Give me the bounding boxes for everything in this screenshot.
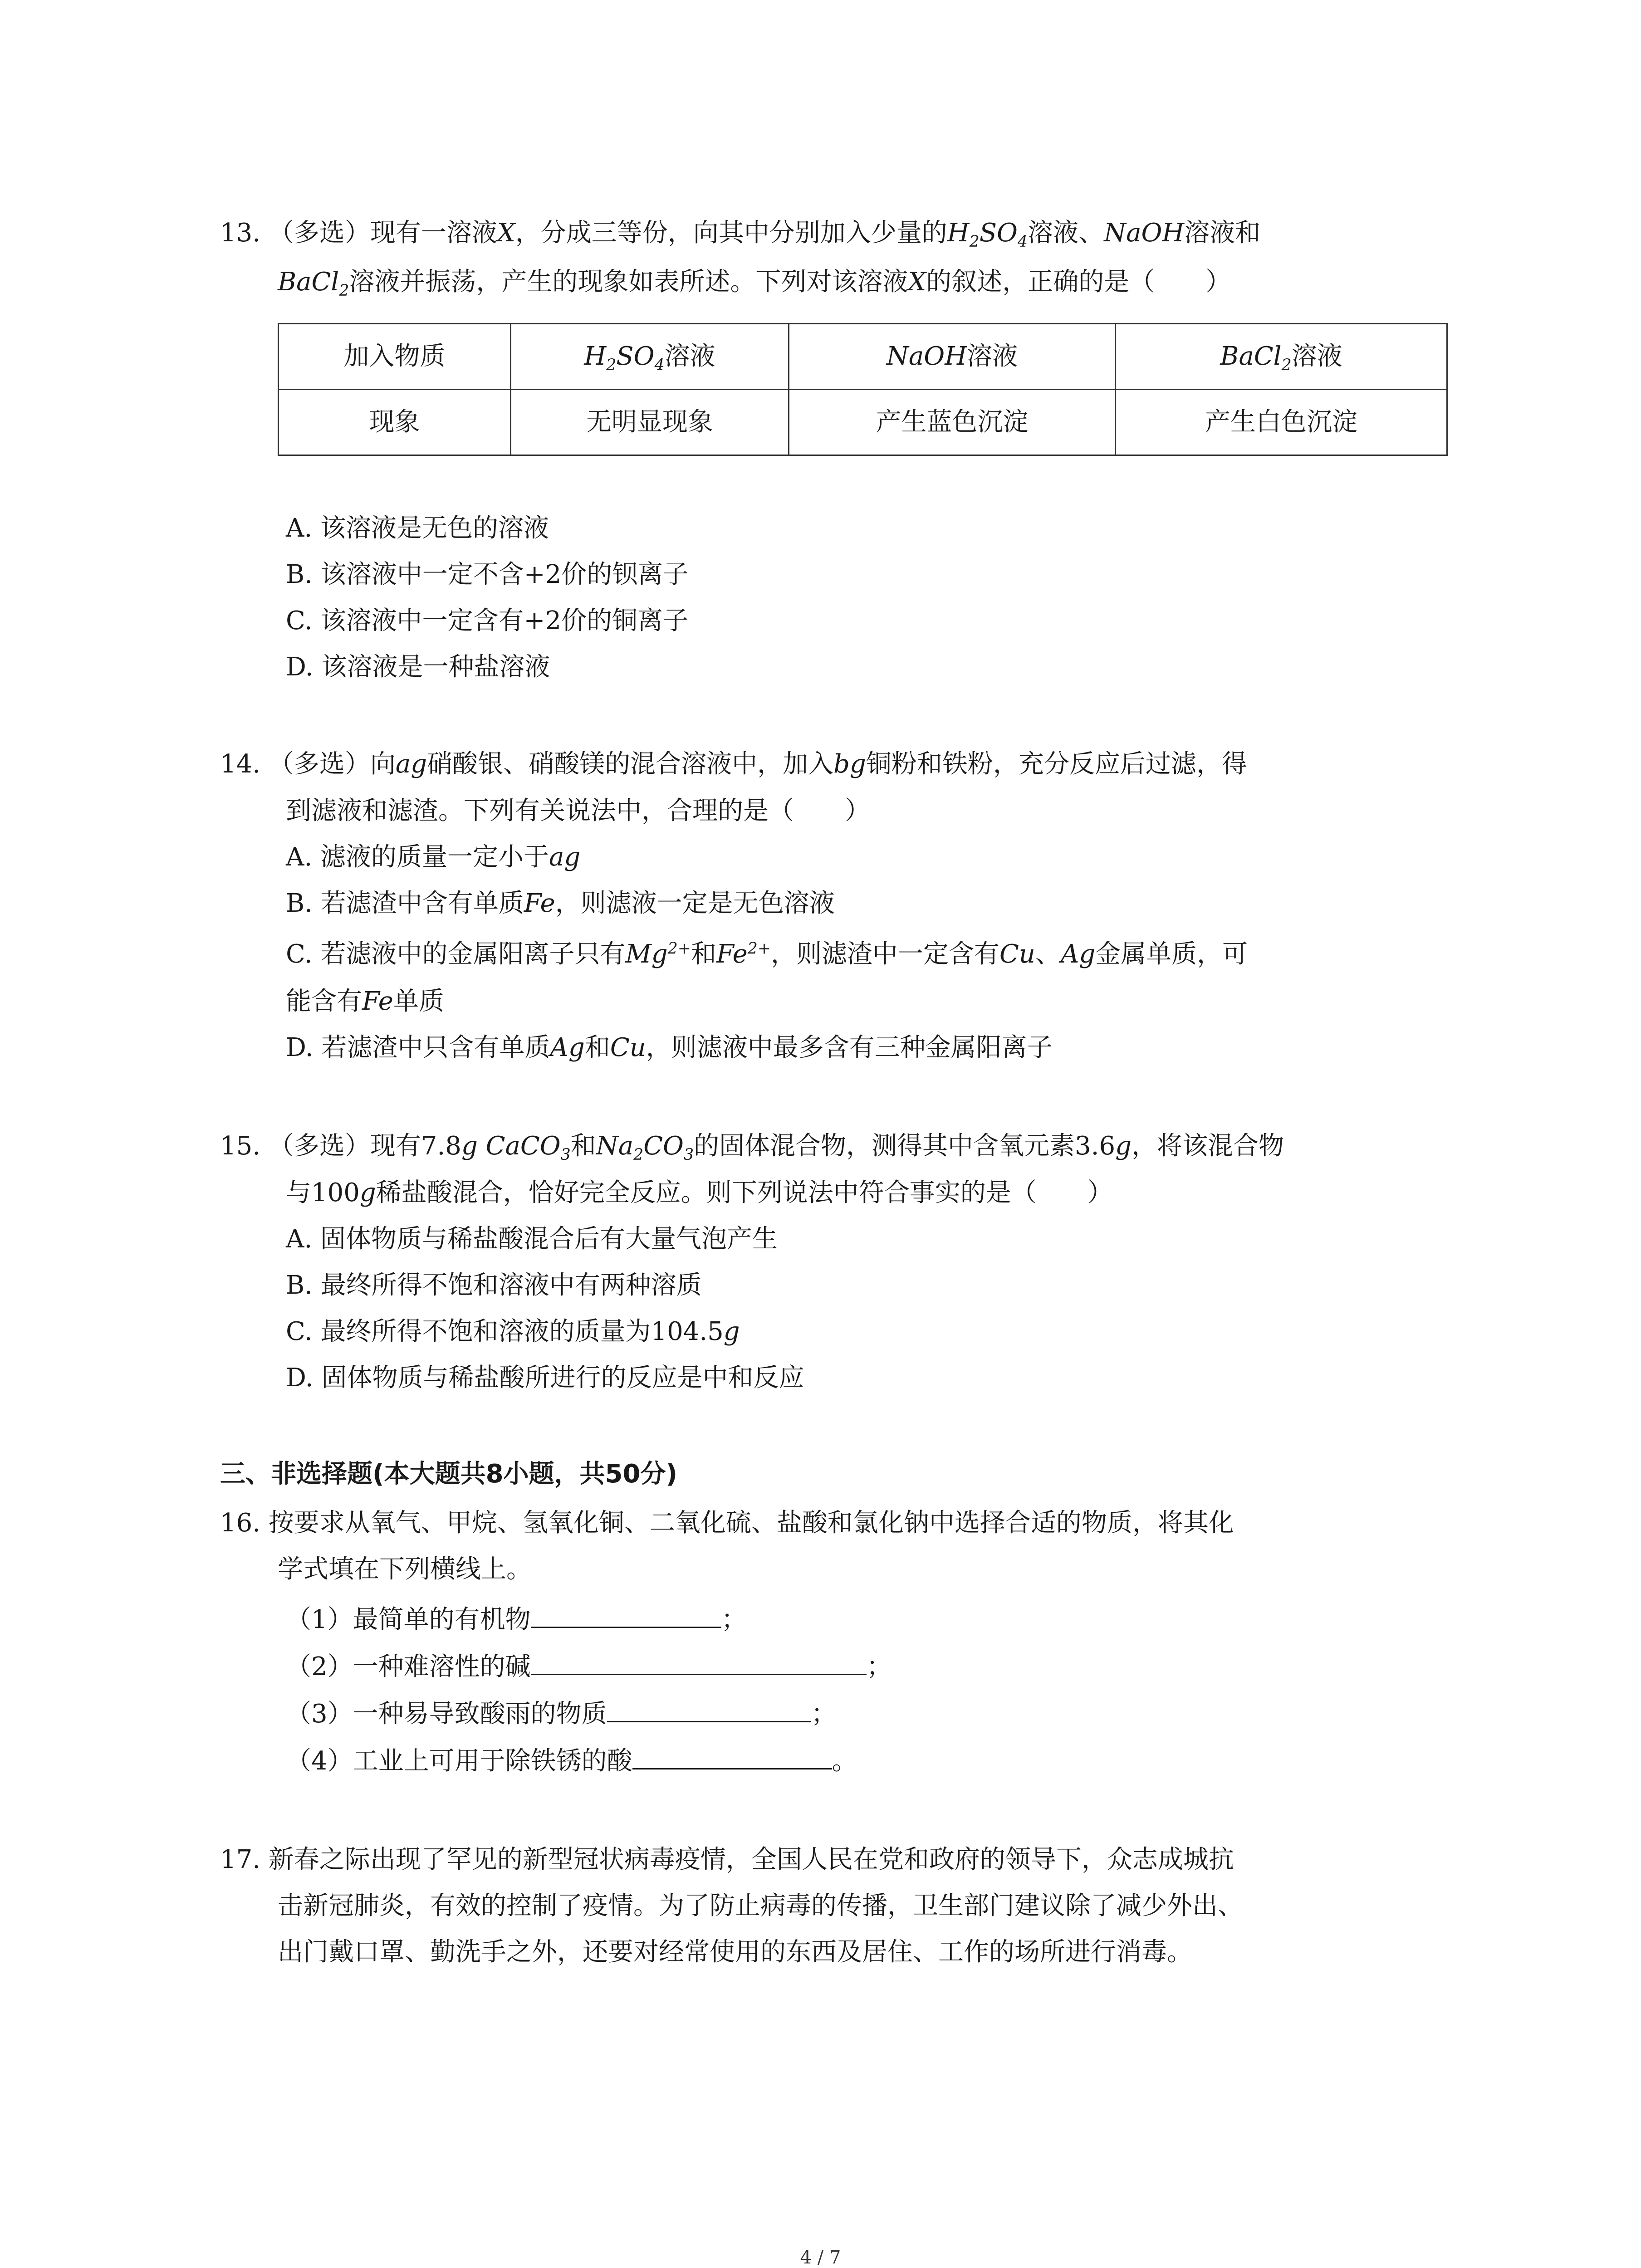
q14-option-c: C. 若滤液中的金属阳离子只有$Mg^{2+}$和$Fe^{2+}$，则滤渣中一定含有Cu、Ag金属单质，可 (286, 939, 1248, 969)
table-cell: 加入物质 (279, 324, 511, 390)
q15-option-a: A. 固体物质与稀盐酸混合后有大量气泡产生 (286, 1224, 778, 1254)
formula-h2so4: $H_2SO_4$ (947, 218, 1028, 251)
q14-line-2: 到滤液和滤渣。下列有关说法中，合理的是（ ） (286, 796, 870, 826)
q13-line-1: 13. （多选）现有一溶液X，分成三等份，向其中分别加入少量的$H_2SO_4$溶液、NaOH溶液和 (220, 218, 1261, 251)
table-cell: $H_2SO_4$溶液 (511, 324, 789, 390)
q16-item-2: （2）一种难溶性的碱 ； (286, 1647, 892, 1685)
q14-number: 14. (220, 749, 261, 779)
q15-number: 15. (220, 1131, 261, 1161)
table-cell: 产生蓝色沉淀 (789, 390, 1116, 455)
formula-x: X (908, 267, 926, 297)
formula-naoh: NaOH (1104, 218, 1185, 248)
q13-table (278, 323, 1448, 456)
answer-blank[interactable] (531, 1599, 721, 1628)
answer-blank[interactable] (632, 1741, 832, 1769)
q16-item-1: （1）最简单的有机物 ； (286, 1599, 747, 1638)
q15-option-d: D. 固体物质与稀盐酸所进行的反应是中和反应 (286, 1363, 804, 1393)
table-cell: BaCl$_2$溶液 (1116, 324, 1447, 390)
q14-option-c-cont: 能含有Fe单质 (286, 987, 444, 1016)
q15-option-b: B. 最终所得不饱和溶液中有两种溶质 (286, 1271, 702, 1300)
q13-tag: （多选） (268, 218, 370, 248)
q14-line-1: 14. （多选）向ag硝酸银、硝酸镁的混合溶液中，加入bg铜粉和铁粉，充分反应后过滤，得 (220, 749, 1247, 779)
formula-x: X (497, 218, 515, 248)
table-cell: 现象 (279, 390, 511, 455)
q13-option-d: D. 该溶液是一种盐溶液 (286, 652, 550, 682)
q16-number: 16. (220, 1508, 261, 1538)
q16-line-1: 16. 按要求从氧气、甲烷、氢氧化铜、二氧化硫、盐酸和氯化钠中选择合适的物质，将其化 (220, 1508, 1234, 1538)
q13-option-b: B. 该溶液中一定不含+2价的钡离子 (286, 560, 689, 589)
q16-item-3: （3）一种易导致酸雨的物质 ； (286, 1694, 837, 1732)
q15-line-1: 15. （多选）现有7.8g CaCO$_3$和$Na_2CO_3$的固体混合物，测得其中含氧元素3.6g，将该混合物 (220, 1131, 1284, 1164)
table-row (279, 390, 1447, 455)
q14-option-b: B. 若滤渣中含有单质Fe，则滤液一定是无色溶液 (286, 889, 835, 918)
q17-line-2: 击新冠肺炎，有效的控制了疫情。为了防止病毒的传播，卫生部门建议除了减少外出、 (278, 1891, 1243, 1921)
q15-line-2: 与100g稀盐酸混合，恰好完全反应。则下列说法中符合事实的是（ ） (286, 1178, 1113, 1207)
table-cell: 无明显现象 (511, 390, 789, 455)
q16-item-4: （4）工业上可用于除铁锈的酸 。 (286, 1741, 857, 1779)
section-title: 三、非选择题(本大题共8小题，共50分) (220, 1459, 678, 1489)
q17-line-3: 出门戴口罩、勤洗手之外，还要对经常使用的东西及居住、工作的场所进行消毒。 (278, 1937, 1192, 1967)
q13-line-2: BaCl$_2$溶液并振荡，产生的现象如表所述。下列对该溶液X的叙述，正确的是（ ） (278, 267, 1231, 300)
q13-option-a: A. 该溶液是无色的溶液 (286, 513, 549, 543)
q15-option-c: C. 最终所得不饱和溶液的质量为104.5g (286, 1317, 740, 1346)
formula-bacl2: BaCl$_2$ (278, 267, 349, 300)
page-number: 4 / 7 (800, 2247, 841, 2268)
q16-line-2: 学式填在下列横线上。 (278, 1554, 532, 1584)
table-cell: 产生白色沉淀 (1116, 390, 1447, 455)
q17-line-1: 17. 新春之际出现了罕见的新型冠状病毒疫情，全国人民在党和政府的领导下，众志成城抗 (220, 1845, 1234, 1874)
table-row (279, 324, 1447, 390)
q14-option-d: D. 若滤渣中只含有单质Ag和Cu，则滤液中最多含有三种金属阳离子 (286, 1033, 1053, 1062)
q14-option-a: A. 滤液的质量一定小于ag (286, 842, 581, 872)
answer-blank[interactable] (531, 1647, 867, 1675)
answer-blank[interactable] (607, 1694, 811, 1722)
q17-number: 17. (220, 1845, 261, 1874)
table-cell: NaOH溶液 (789, 324, 1116, 390)
q13-number: 13. (220, 218, 261, 248)
q13-option-c: C. 该溶液中一定含有+2价的铜离子 (286, 606, 689, 635)
